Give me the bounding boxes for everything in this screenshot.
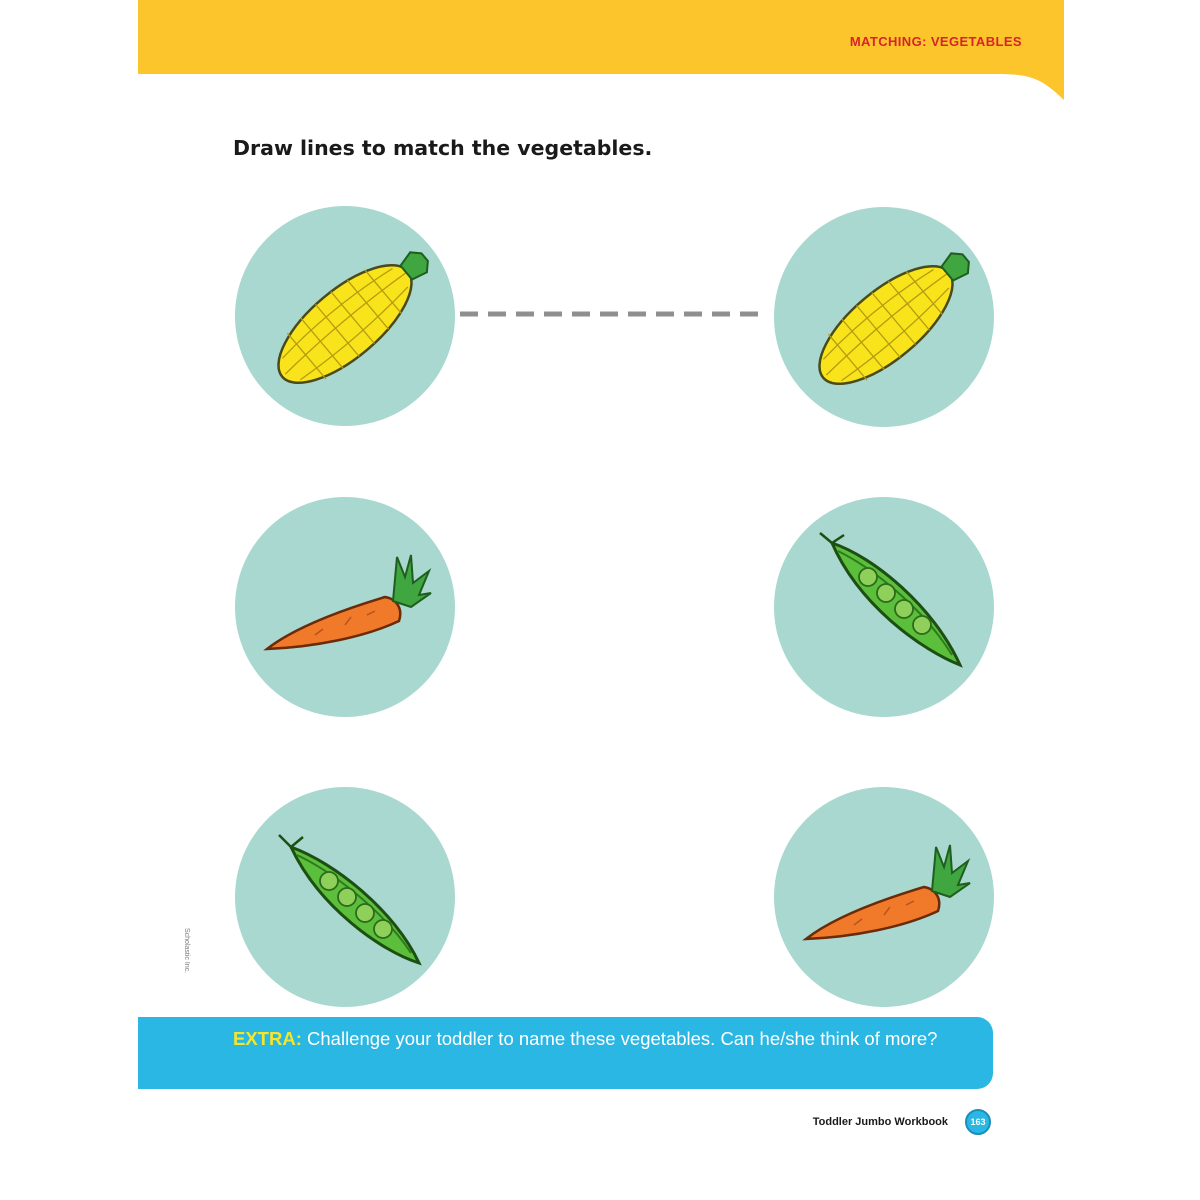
pea-pod-icon <box>235 787 455 1007</box>
carrot-icon <box>774 787 994 1007</box>
book-title: Toddler Jumbo Workbook <box>812 1116 948 1128</box>
right-circle-pea-pod[interactable] <box>774 497 994 717</box>
pea-pod-icon <box>774 497 994 717</box>
header-band <box>138 0 1064 100</box>
dashed-match-line <box>460 306 760 322</box>
right-circle-carrot[interactable] <box>774 787 994 1007</box>
extra-tip-text <box>233 1028 983 1050</box>
page-number-badge: 163 <box>965 1109 991 1135</box>
right-circle-corn[interactable] <box>774 207 994 427</box>
left-circle-pea-pod[interactable] <box>235 787 455 1007</box>
extra-body: Challenge your toddler to name these vegetables. Can he/she think of more? <box>301 1028 938 1049</box>
page-section-title: MATCHING: VEGETABLES <box>849 34 1022 49</box>
workbook-page <box>138 0 1064 1170</box>
corn-icon <box>774 207 994 427</box>
left-circle-carrot[interactable] <box>235 497 455 717</box>
corn-icon <box>235 206 455 426</box>
left-circle-corn[interactable] <box>235 206 455 426</box>
extra-tip-box <box>138 1017 993 1089</box>
instruction-text: Draw lines to match the vegetables. <box>233 136 653 160</box>
extra-label: EXTRA: <box>233 1028 302 1049</box>
copyright-text: Scholastic Inc. <box>183 928 190 974</box>
carrot-icon <box>235 497 455 717</box>
